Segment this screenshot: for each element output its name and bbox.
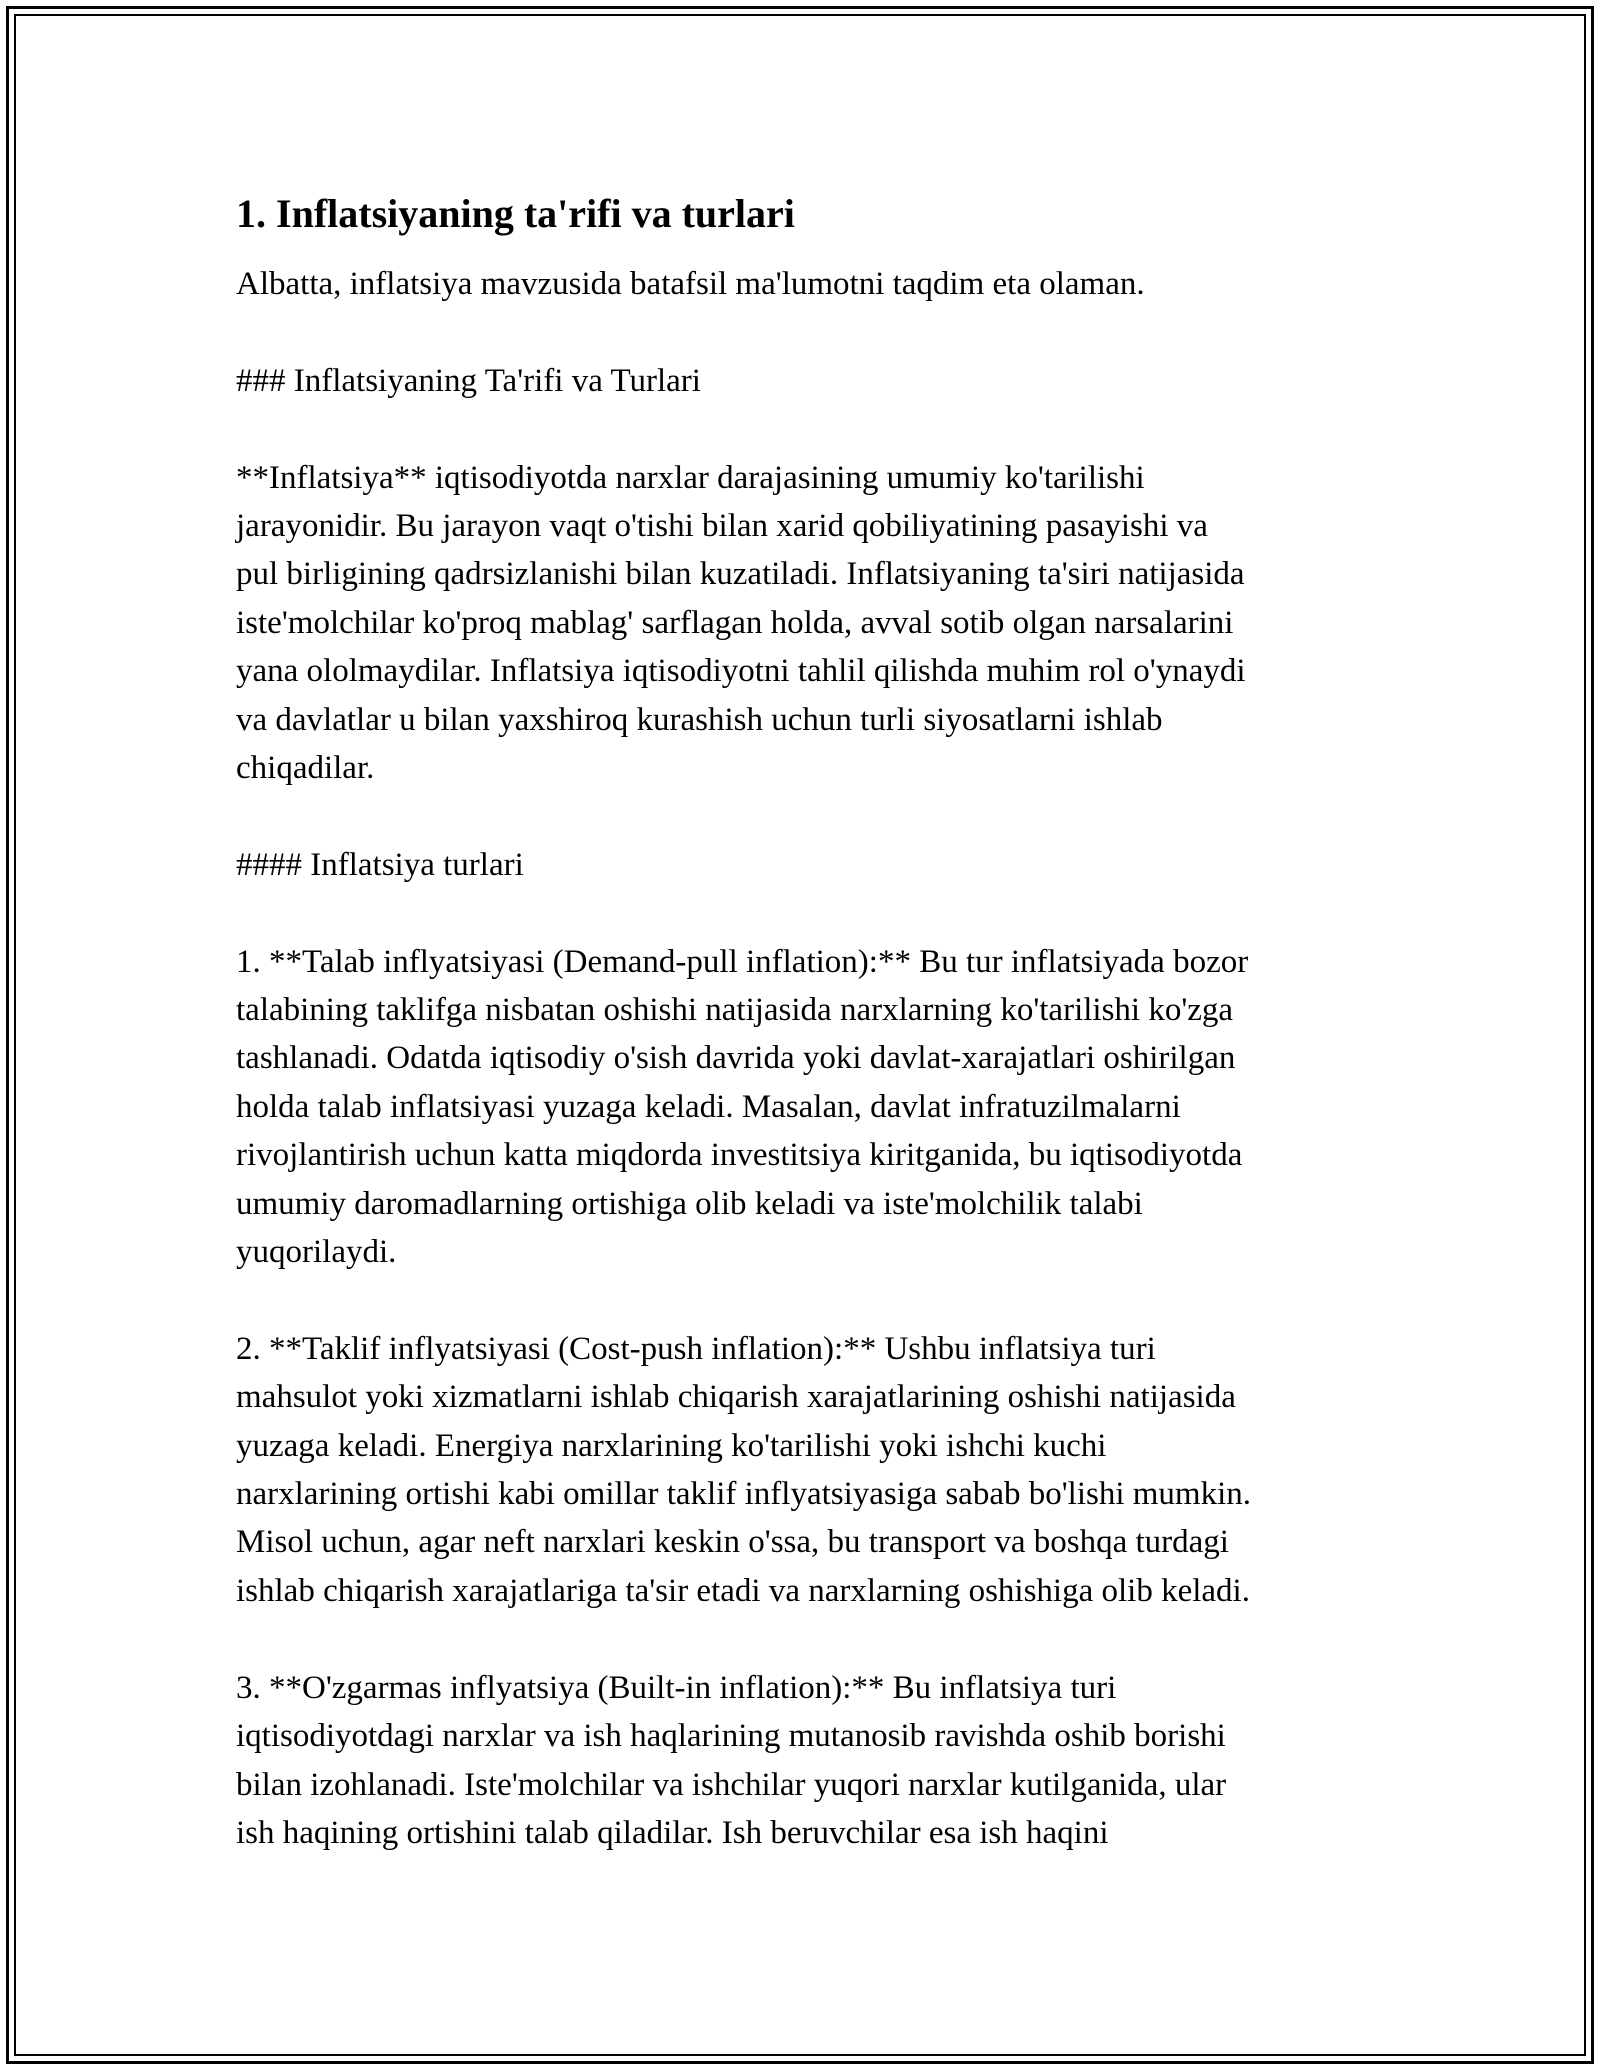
text-line: yana ololmaydilar. Inflatsiya iqtisodiyotni tahlil qilishda muhim rol o'ynaydi (236, 653, 1246, 690)
paragraph (236, 1325, 1366, 1615)
text-line: yuzaga keladi. Energiya narxlarining ko'tarilishi yoki ishchi kuchi (236, 1427, 1107, 1464)
text-line: talabining taklifga nisbatan oshishi natijasida narxlarning ko'tarilishi ko'zga (236, 992, 1234, 1029)
paragraph (236, 1664, 1366, 1858)
paragraph (236, 357, 1366, 405)
text-line: tashlanadi. Odatda iqtisodiy o'sish davrida yoki davlat-xarajatlari oshirilgan (236, 1040, 1236, 1077)
text-line: yuqorilaydi. (236, 1234, 397, 1271)
paragraph (236, 454, 1366, 793)
text-line: 1. **Talab inflyatsiyasi (Demand-pull inflation):** Bu tur inflatsiyada bozor (236, 943, 1249, 980)
text-line: mahsulot yoki xizmatlarni ishlab chiqarish xarajatlarining oshishi natijasida (236, 1379, 1236, 1416)
text-line: #### Inflatsiya turlari (236, 846, 524, 883)
text-line: jarayonidir. Bu jarayon vaqt o'tishi bilan xarid qobiliyatining pasayishi va (236, 508, 1208, 544)
text-line: rivojlantirish uchun katta miqdorda investitsiya kiritganida, bu iqtisodiyotda (236, 1137, 1243, 1174)
paragraph-list (236, 260, 1366, 1857)
text-line: Albatta, inflatsiya mavzusida batafsil ma'lumotni taqdim eta olaman. (236, 266, 1145, 302)
text-line: **Inflatsiya** iqtisodiyotda narxlar darajasining umumiy ko'tarilishi (236, 459, 1145, 496)
text-line: ### Inflatsiyaning Ta'rifi va Turlari (236, 362, 701, 399)
paragraph (236, 938, 1366, 1277)
text-line: chiqadilar. (236, 750, 375, 787)
document-body (236, 186, 1366, 1857)
text-line: umumiy daromadlarning ortishiga olib keladi va iste'molchilik talabi (236, 1185, 1143, 1222)
text-line: 2. **Taklif inflyatsiyasi (Cost-push inflation):** Ushbu inflatsiya turi (236, 1330, 1156, 1367)
text-line: ishlab chiqarish xarajatlariga ta'sir etadi va narxlarning oshishiga olib keladi. (236, 1572, 1250, 1609)
text-line: pul birligining qadrsizlanishi bilan kuzatiladi. Inflatsiyaning ta'siri natijasida (236, 556, 1245, 593)
text-line: 3. **O'zgarmas inflyatsiya (Built-in inflation):** Bu inflatsiya turi (236, 1669, 1117, 1706)
text-line: bilan izohlanadi. Iste'molchilar va ishchilar yuqori narxlar kutilganida, ular (236, 1766, 1227, 1803)
text-line: iqtisodiyotdagi narxlar va ish haqlarining mutanosib ravishda oshib borishi (236, 1718, 1226, 1755)
text-line: narxlarining ortishi kabi omillar taklif inflyatsiyasiga sabab bo'lishi mumkin. (236, 1476, 1252, 1513)
text-line: holda talab inflatsiyasi yuzaga keladi. Masalan, davlat infratuzilmalarni (236, 1088, 1181, 1125)
text-line: Misol uchun, agar neft narxlari keskin o'ssa, bu transport va boshqa turdagi (236, 1524, 1229, 1561)
paragraph (236, 260, 1366, 308)
document-title: 1. Inflatsiyaning ta'rifi va turlari (236, 191, 795, 236)
text-line: va davlatlar u bilan yaxshiroq kurashish uchun turli siyosatlarni ishlab (236, 701, 1163, 738)
paragraph (236, 841, 1366, 889)
text-line: iste'molchilar ko'proq mablag' sarflagan holda, avval sotib olgan narsalarini (236, 604, 1234, 641)
text-line: ish haqining ortishini talab qiladilar. Ish beruvchilar esa ish haqini (236, 1814, 1109, 1851)
